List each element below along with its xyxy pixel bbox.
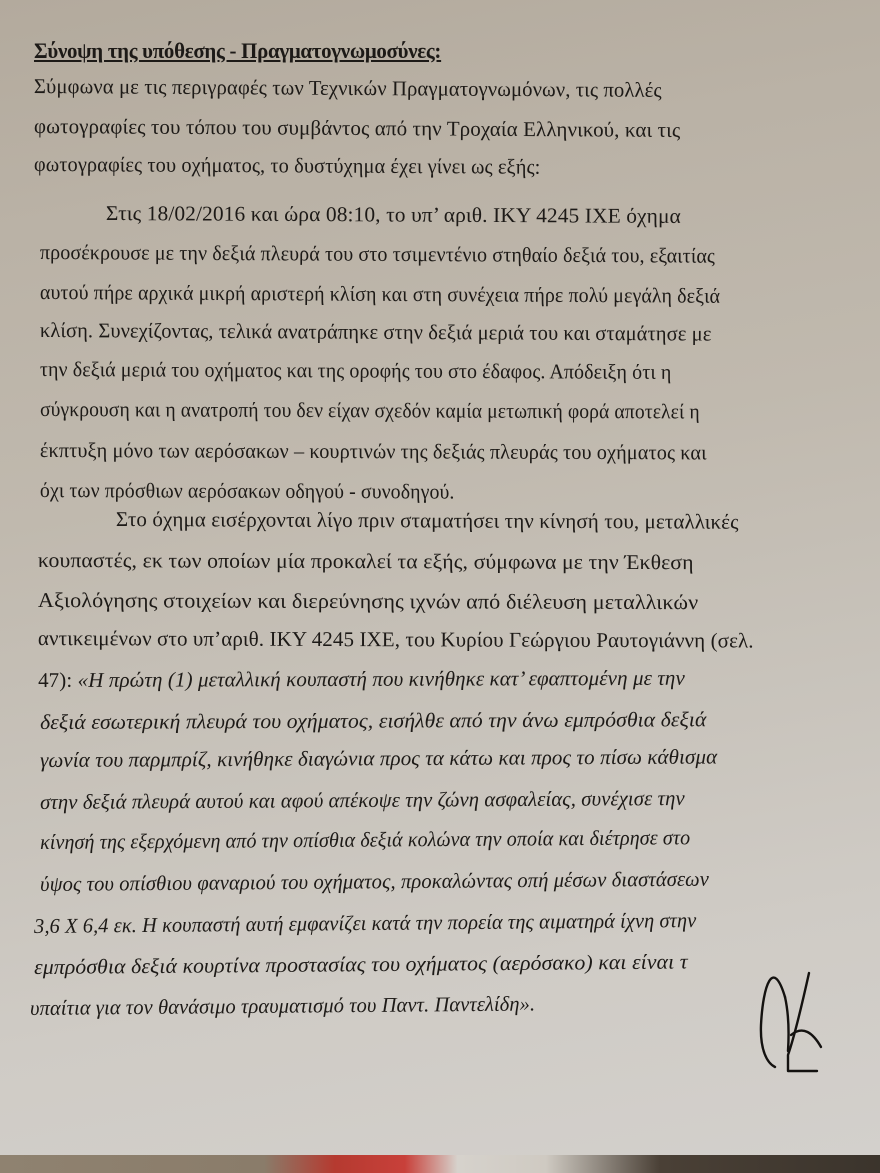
text-line: κλίση. Συνεχίζοντας, τελικά ανατράπηκε στην δεξιά μεριά του και σταμάτησε με <box>39 318 712 346</box>
text-line: σύγκρουση και η ανατροπή του δεν είχαν σχεδόν καμία μετωπική φορά αποτελεί η <box>39 397 700 424</box>
handwritten-signature <box>755 955 835 1075</box>
quote-line: υπαίτια για τον θανάσιμο τραυματισμό του Παντ. Παντελίδη». <box>30 991 536 1020</box>
text-line: Στο όχημα εισέρχονται λίγο πριν σταματήσει την κίνησή του, μεταλλικές <box>115 507 739 534</box>
quote-line: εμπρόσθια δεξιά κουρτίνα προστασίας του οχήματος (αερόσακο) και είναι τ <box>34 949 688 979</box>
quote-line: γωνία του παρμπρίζ, κινήθηκε διαγώνια προς τα κάτω και προς το πίσω κάθισμα <box>40 744 718 772</box>
text-line: την δεξιά μεριά του οχήματος και της οροφής του στο έδαφος. Απόδειξη ότι η <box>39 357 672 384</box>
table-surface-background <box>0 1155 880 1173</box>
text-line: αντικειμένων στο υπ’αριθ. ΙΚΥ 4245 ΙΧΕ, του Κυρίου Γεώργιου Ραυτογιάννη (σελ. <box>37 626 754 653</box>
text-line: έκπτυξη μόνο των αερόσακων – κουρτινών της δεξιάς πλευράς του οχήματος και <box>39 438 707 465</box>
quote-line: 3,6 Χ 6,4 εκ. Η κουπαστή αυτή εμφανίζει κατά την πορεία της αιματηρά ίχνη στην <box>34 908 697 938</box>
quote-line: ύψος του οπίσθιου φαναριού του οχήματος, προκαλώντας οπή μέσων διαστάσεων <box>40 866 710 896</box>
quote-line: δεξιά εσωτερική πλευρά του οχήματος, εισήλθε από την άνω εμπρόσθια δεξιά <box>40 707 707 734</box>
text-line: φωτογραφίες του οχήματος, το δυστύχημα έχει γίνει ως εξής: <box>33 152 541 179</box>
quote-line: στην δεξιά πλευρά αυτού και αφού απέκοψε την ζώνη ασφαλείας, συνέχισε την <box>40 786 685 814</box>
text-line: προσέκρουσε με την δεξιά πλευρά του στο τσιμεντένιο στηθαίο δεξιά του, εξαιτίας <box>39 240 716 268</box>
text-line: Αξιολόγησης στοιχείων και διερεύνησης ιχνών από διέλευση μεταλλικών <box>37 588 699 615</box>
quote-line: κίνησή της εξερχόμενη από την οπίσθια δεξιά κολώνα την οποία και διέτρησε στο <box>40 825 691 854</box>
quote-line <box>38 666 685 693</box>
text-line: Στις 18/02/2016 και ώρα 08:10, το υπ’ αριθ. ΙΚΥ 4245 ΙΧΕ όχημα <box>105 201 681 228</box>
quoted-text: «Η πρώτη (1) μεταλλική κουπαστή που κινήθηκε κατ’ εφαπτομένη με την <box>77 665 685 692</box>
text-line: όχι των πρόσθιων αερόσακων οδηγού - συνοδηγού. <box>39 478 455 504</box>
text-line: φωτογραφίες του τόπου του συμβάντος από την Τροχαία Ελληνικού, και τις <box>33 114 681 142</box>
text-line: αυτού πήρε αρχικά μικρή αριστερή κλίση και στη συνέχεια πήρε πολύ μεγάλη δεξιά <box>39 280 721 308</box>
section-heading: Σύνοψη της υπόθεσης - Πραγματογνωμοσύνες: <box>34 38 442 63</box>
text-line: Σύμφωνα με τις περιγραφές των Τεχνικών Πραγματογνωμόνων, τις πολλές <box>33 74 662 102</box>
page-reference: 47): <box>38 667 78 692</box>
text-line: κουπαστές, εκ των οποίων μία προκαλεί τα εξής, σύμφωνα με την Έκθεση <box>37 548 694 575</box>
